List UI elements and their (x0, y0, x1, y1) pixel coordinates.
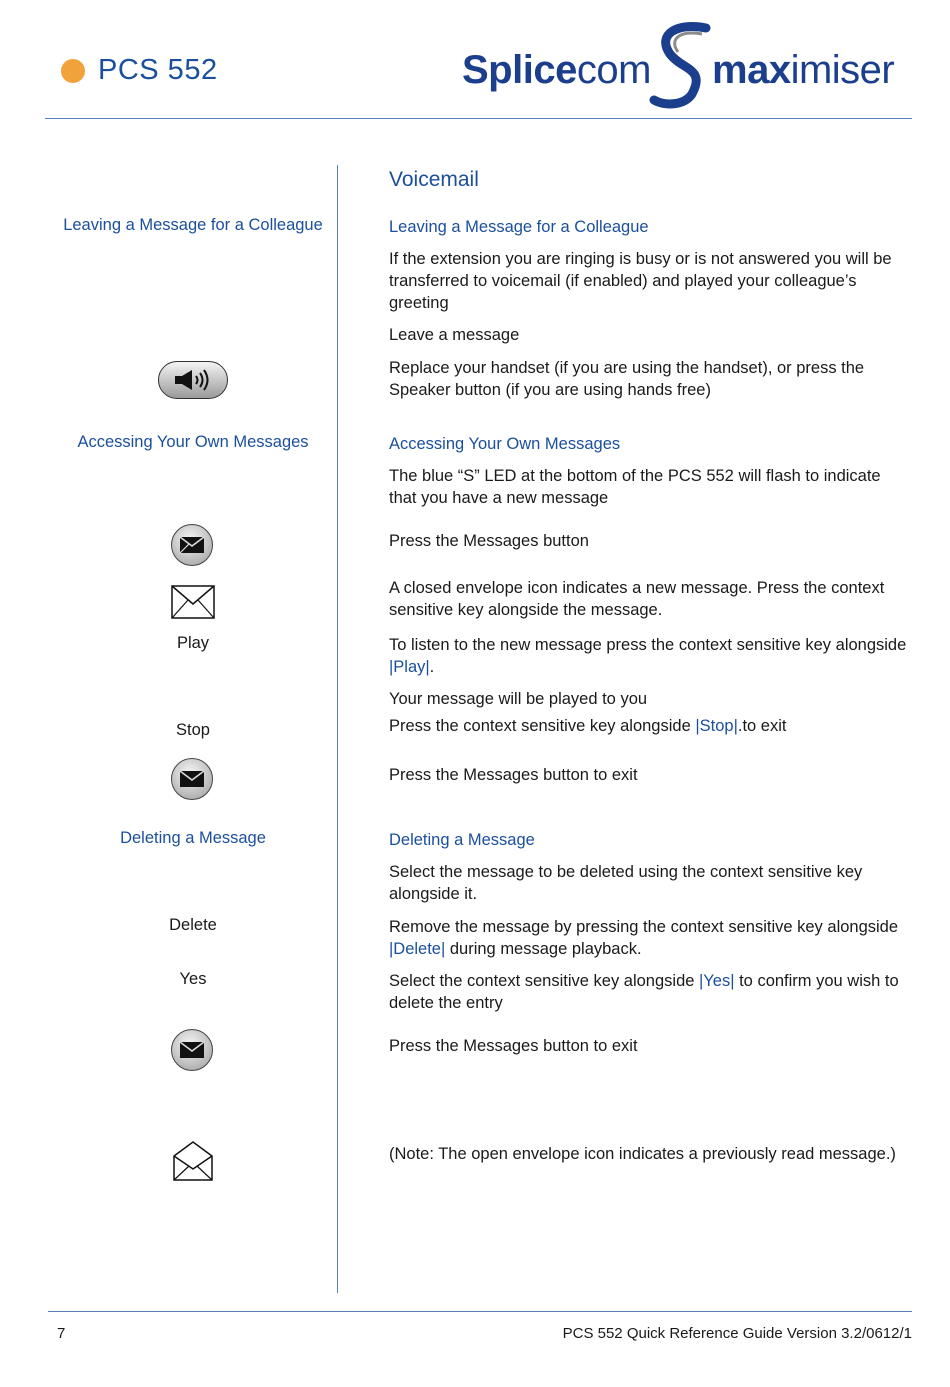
footer-rule (48, 1311, 912, 1312)
paragraph-accessing-2: Press the Messages button (389, 532, 589, 550)
section-title: Voicemail (389, 168, 479, 191)
paragraph-accessing-7: Press the Messages button to exit (389, 766, 638, 784)
key-play: |Play| (389, 658, 430, 676)
messages-button (171, 1029, 213, 1071)
key-stop: |Stop| (695, 717, 738, 735)
speaker-button (158, 361, 228, 399)
note-open-envelope: (Note: The open envelope icon indicates a previously read message.) (389, 1145, 896, 1163)
paragraph-deleting-3: Select the context sensitive key alongside |Yes| to confirm you wish to delete the entry (389, 972, 899, 1012)
paragraph-deleting-2: Remove the message by pressing the context sensitive key alongside |Delete| during message playback. (389, 918, 899, 958)
paragraph-deleting-4: Press the Messages button to exit (389, 1037, 638, 1055)
envelope-icon (179, 1041, 205, 1059)
paragraph-leaving-2: Leave a message (389, 326, 520, 344)
page-number: 7 (57, 1325, 66, 1342)
paragraph-deleting-1: Select the message to be deleted using the context sensitive key alongside it. (389, 863, 863, 903)
logo-text-maximiser: maximiser (712, 48, 895, 92)
left-label-yes: Yes (179, 970, 207, 988)
header-rule (45, 118, 912, 119)
paragraph-accessing-3: A closed envelope icon indicates a new message. Press the context sensitive key alongside the message. (389, 579, 885, 619)
envelope-icon (179, 536, 205, 554)
paragraph-accessing-6: Press the context sensitive key alongside |Stop|.to exit (389, 717, 787, 735)
paragraph-leaving-1: If the extension you are ringing is busy or is not answered you will be transferred to voicemail (if enabled) and played your colleague’s greeting (389, 250, 892, 312)
page-header (0, 0, 950, 120)
open-envelope-icon (173, 1141, 213, 1181)
splicecom-maximiser-logo (462, 20, 912, 110)
product-title: PCS 552 (98, 54, 218, 86)
right-heading-leaving: Leaving a Message for a Colleague (389, 218, 649, 236)
speaker-icon (173, 368, 213, 392)
key-delete: |Delete| (389, 940, 446, 958)
left-label-play: Play (176, 634, 210, 652)
paragraph-accessing-4: To listen to the new message press the context sensitive key alongside |Play|. (389, 636, 907, 676)
closed-envelope-icon (171, 585, 215, 619)
messages-button (171, 524, 213, 566)
paragraph-accessing-1: The blue “S” LED at the bottom of the PCS 552 will flash to indicate that you have a new message (389, 467, 881, 507)
left-heading-leaving: Leaving a Message for a Colleague (63, 216, 323, 234)
paragraph-accessing-5: Your message will be played to you (389, 690, 648, 708)
messages-button (171, 758, 213, 800)
left-heading-deleting: Deleting a Message (120, 829, 266, 847)
left-label-stop: Stop (176, 721, 210, 739)
right-heading-deleting: Deleting a Message (389, 831, 535, 849)
left-heading-accessing: Accessing Your Own Messages (77, 433, 309, 451)
logo-s-swoosh-icon (648, 20, 718, 110)
footer-title: PCS 552 Quick Reference Guide Version 3.2/0612/1 (562, 1325, 912, 1342)
orange-bullet (61, 59, 85, 83)
logo-text-splicecom: Splicecom (462, 48, 651, 92)
left-label-delete: Delete (169, 916, 217, 934)
key-yes: |Yes| (699, 972, 735, 990)
right-heading-accessing: Accessing Your Own Messages (389, 435, 621, 453)
paragraph-leaving-3: Replace your handset (if you are using the handset), or press the Speaker button (if you are using hands free) (389, 359, 865, 399)
envelope-icon (179, 770, 205, 788)
